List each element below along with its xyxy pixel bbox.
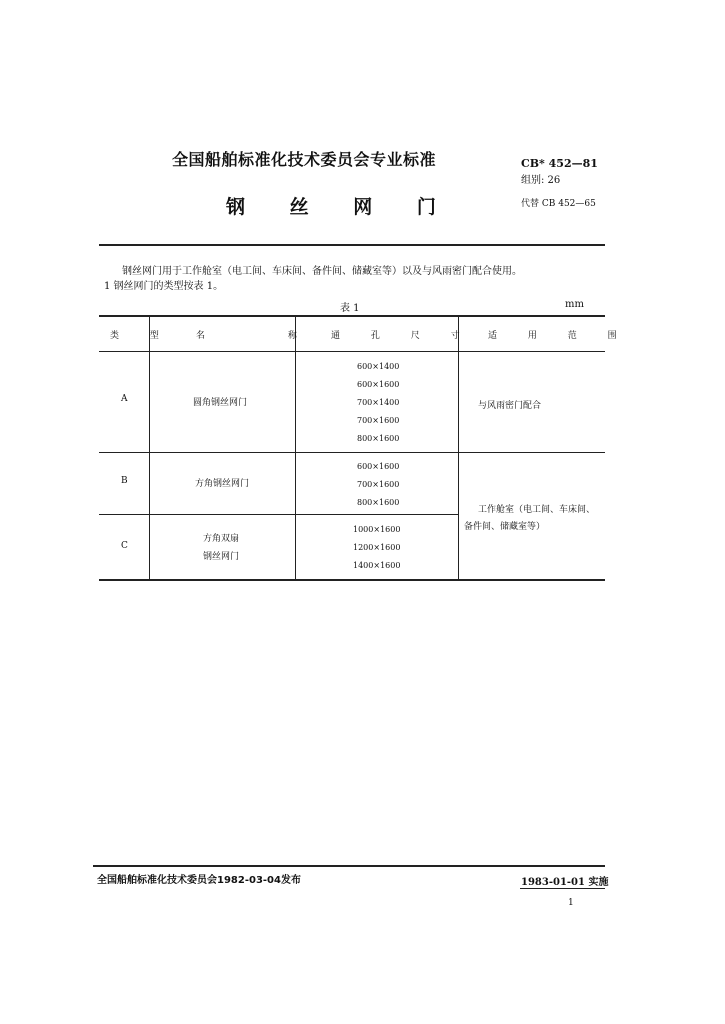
row-a-scope: 与风雨密门配合 xyxy=(478,401,542,411)
document-title: 钢 丝 网 门 xyxy=(226,196,448,218)
org-title: 全国船舶标准化技术委员会专业标准 xyxy=(172,150,437,169)
row-b-type: B xyxy=(121,476,128,486)
row-a-name: 圆角钢丝网门 xyxy=(193,398,248,408)
row-c-size-2: 1200×1600 xyxy=(353,543,401,552)
table-caption: 表 1 xyxy=(340,303,360,314)
standard-code: CB* 452—81 xyxy=(521,157,598,170)
group-number: 组别: 26 xyxy=(521,175,561,186)
footer-divider xyxy=(93,865,605,867)
header-divider xyxy=(99,244,605,246)
row-c-size-1: 1000×1600 xyxy=(353,525,401,534)
row-c-name-line-1: 方角双扇 xyxy=(203,534,240,544)
row-a-type: A xyxy=(121,394,128,404)
issue-date: 全国船舶标准化技术委员会1982-03-04发布 xyxy=(97,875,301,886)
clause-1: 1 钢丝网门的类型按表 1。 xyxy=(104,281,224,292)
header-type: 类 型 xyxy=(110,331,173,341)
header-name: 名 称 xyxy=(196,331,337,341)
row-a-size-4: 700×1600 xyxy=(357,416,400,425)
effective-date: 1983-01-01 实施 xyxy=(521,877,609,888)
col-rule-1 xyxy=(149,316,150,579)
row-a-size-1: 600×1400 xyxy=(357,362,400,371)
row-a-size-3: 700×1400 xyxy=(357,398,400,407)
footer-bottom-rule xyxy=(520,888,605,889)
page-number: 1 xyxy=(568,898,574,908)
bc-scope-line-1: 工作舱室（电工间、车床间、 xyxy=(478,505,596,515)
col-rule-3 xyxy=(458,316,459,579)
header-size: 通 孔 尺 寸 xyxy=(331,331,474,341)
row-c-size-3: 1400×1600 xyxy=(353,561,401,570)
col-rule-2 xyxy=(295,316,296,579)
row-b-size-2: 700×1600 xyxy=(357,480,400,489)
row-b-rule-left xyxy=(99,514,458,515)
bc-scope-line-2: 备件间、储藏室等） xyxy=(464,522,546,532)
table-top-rule xyxy=(99,315,605,317)
row-b-size-1: 600×1600 xyxy=(357,462,400,471)
row-b-name: 方角钢丝网门 xyxy=(195,479,250,489)
replaces-standard: 代替 CB 452—65 xyxy=(521,199,596,209)
row-c-type: C xyxy=(121,541,128,551)
row-a-size-5: 800×1600 xyxy=(357,434,400,443)
row-a-rule xyxy=(99,452,605,453)
row-a-size-2: 600×1600 xyxy=(357,380,400,389)
table-bottom-rule xyxy=(99,579,605,581)
header-scope: 适 用 范 围 xyxy=(488,331,631,341)
row-c-name-line-2: 钢丝网门 xyxy=(203,552,240,562)
table-unit: mm xyxy=(565,299,584,310)
header-rule xyxy=(99,351,605,352)
row-b-size-3: 800×1600 xyxy=(357,498,400,507)
intro-paragraph: 钢丝网门用于工作舱室（电工间、车床间、备件间、储藏室等）以及与风雨密门配合使用。 xyxy=(122,266,522,277)
